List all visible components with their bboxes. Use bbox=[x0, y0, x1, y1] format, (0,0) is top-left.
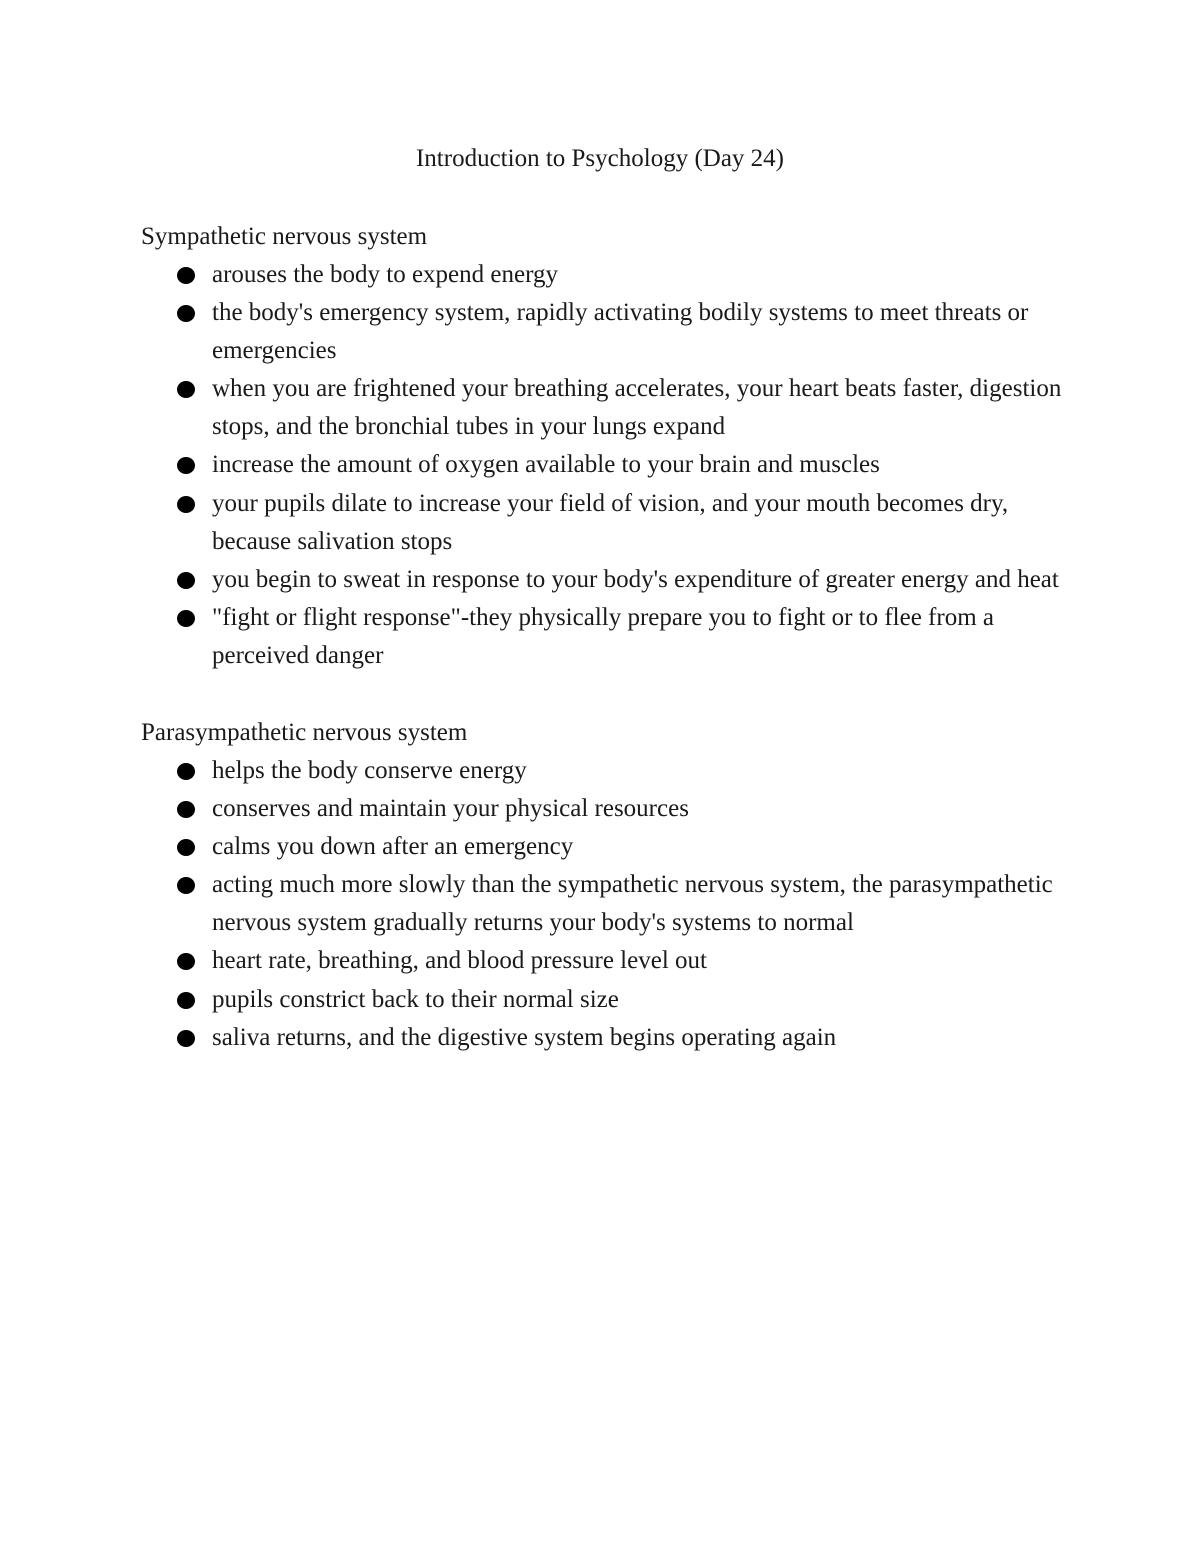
list-item bbox=[141, 561, 1071, 599]
bullet-icon bbox=[177, 877, 195, 894]
list-item-text: you begin to sweat in response to your body's expenditure of greater energy and heat bbox=[212, 565, 1059, 593]
bullet-icon bbox=[177, 457, 195, 474]
section-sympathetic bbox=[141, 218, 1071, 675]
bullet-list bbox=[141, 256, 1071, 675]
bullet-icon bbox=[177, 610, 195, 627]
list-item bbox=[141, 256, 1071, 294]
list-item-text: arouses the body to expend energy bbox=[212, 261, 558, 288]
list-item bbox=[141, 942, 1071, 980]
bullet-icon bbox=[177, 992, 195, 1009]
bullet-icon bbox=[177, 496, 195, 513]
bullet-icon bbox=[177, 763, 195, 780]
bullet-icon bbox=[177, 1030, 195, 1047]
bullet-icon bbox=[177, 305, 195, 322]
list-item bbox=[141, 981, 1071, 1019]
list-item-text: when you are frightened your breathing accelerates, your heart beats faster, digestion stops, and the bronchial tubes in your lungs expand bbox=[212, 375, 1062, 441]
list-item bbox=[141, 790, 1071, 828]
list-item-text: helps the body conserve energy bbox=[212, 757, 527, 784]
list-item bbox=[141, 599, 1071, 675]
page-title: Introduction to Psychology (Day 24) bbox=[415, 145, 784, 172]
list-item bbox=[141, 294, 1071, 370]
list-item-text: saliva returns, and the digestive system begins operating again bbox=[212, 1023, 837, 1051]
list-item bbox=[141, 828, 1071, 866]
bullet-icon bbox=[177, 953, 195, 970]
list-item bbox=[141, 446, 1071, 484]
bullet-list bbox=[141, 752, 1071, 1057]
list-item bbox=[141, 370, 1071, 446]
list-item-text: pupils constrict back to their normal size bbox=[212, 985, 619, 1013]
list-item bbox=[141, 485, 1071, 561]
section-parasympathetic bbox=[141, 714, 1071, 1057]
list-item bbox=[141, 1019, 1071, 1057]
section-heading: Parasympathetic nervous system bbox=[141, 719, 468, 746]
bullet-icon bbox=[177, 572, 195, 589]
bullet-icon bbox=[177, 801, 195, 818]
bullet-icon bbox=[177, 267, 195, 284]
list-item-text: increase the amount of oxygen available to your brain and muscles bbox=[212, 451, 880, 479]
bullet-icon bbox=[177, 839, 195, 856]
list-item-text: conserves and maintain your physical resources bbox=[212, 795, 689, 823]
section-heading: Sympathetic nervous system bbox=[141, 223, 428, 250]
list-item-text: heart rate, breathing, and blood pressure level out bbox=[212, 947, 707, 975]
list-item bbox=[141, 752, 1071, 790]
list-item-text: "fight or flight response"-they physically prepare you to fight or to flee from a perceived danger bbox=[212, 603, 994, 669]
bullet-icon bbox=[177, 381, 195, 398]
list-item-text: the body's emergency system, rapidly activating bodily systems to meet threats or emergencies bbox=[212, 299, 1029, 365]
list-item-text: your pupils dilate to increase your field of vision, and your mouth becomes dry, because salivation stops bbox=[212, 489, 1009, 555]
list-item-text: calms you down after an emergency bbox=[212, 833, 574, 861]
list-item-text: acting much more slowly than the sympathetic nervous system, the parasympathetic nervous system gradually returns your body's systems to normal bbox=[212, 871, 1053, 937]
list-item bbox=[141, 866, 1071, 942]
